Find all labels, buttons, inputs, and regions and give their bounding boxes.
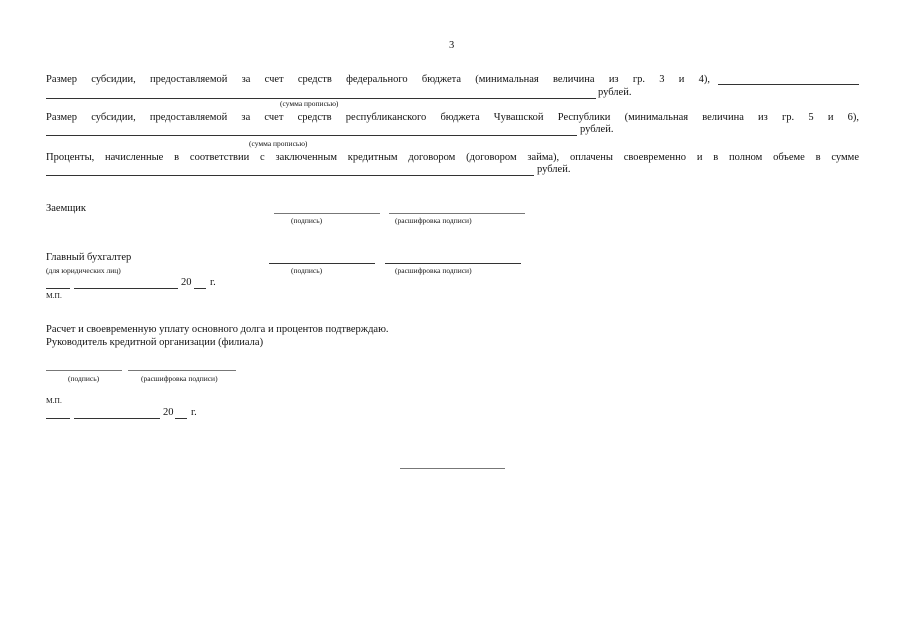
head-signature-caption: (подпись) [68, 374, 100, 383]
head-month-field[interactable] [74, 418, 160, 419]
accountant-day-field[interactable] [46, 288, 70, 289]
republic-amount-caption: (сумма прописью) [249, 139, 308, 148]
head-decoding-caption: (расшифровка подписи) [141, 374, 218, 383]
head-decoding-field[interactable] [128, 370, 236, 371]
footer-separator [400, 468, 505, 469]
federal-rubles-label: рублей. [598, 87, 632, 98]
head-year-suffix: г. [191, 407, 197, 418]
accountant-decoding-field[interactable] [385, 263, 521, 264]
accountant-year-prefix: 20 [181, 277, 192, 288]
accountant-signature-field[interactable] [269, 263, 375, 264]
borrower-signature-caption: (подпись) [291, 216, 323, 225]
borrower-decoding-caption: (расшифровка подписи) [395, 216, 472, 225]
head-year-field[interactable] [175, 418, 187, 419]
borrower-label: Заемщик [46, 203, 87, 214]
confirmation-text: Расчет и своевременную уплату основного долга и процентов подтверждаю. [46, 324, 389, 335]
accountant-decoding-caption: (расшифровка подписи) [395, 266, 472, 275]
interest-rubles-label: рублей. [537, 164, 571, 175]
federal-subsidy-text: Размер субсидии, предоставляемой за счет средств федерального бюджета (минимальная величина из гр. 3 и 4), [46, 74, 710, 85]
head-year-prefix: 20 [163, 407, 174, 418]
accountant-signature-caption: (подпись) [291, 266, 323, 275]
republic-subsidy-text: Размер субсидии, предоставляемой за счет средств республиканского бюджета Чувашской Республики (минимальная величина из гр. 5 и 6), [46, 112, 859, 123]
accountant-label: Главный бухгалтер [46, 252, 132, 263]
borrower-signature-field[interactable] [274, 213, 380, 214]
head-label: Руководитель кредитной организации (филиала) [46, 337, 264, 348]
head-day-field[interactable] [46, 418, 70, 419]
accountant-year-field[interactable] [194, 288, 206, 289]
republic-rubles-label: рублей. [580, 124, 614, 135]
borrower-decoding-field[interactable] [389, 213, 525, 214]
republic-amount-field[interactable] [46, 135, 577, 136]
head-signature-field[interactable] [46, 370, 122, 371]
accountant-note: (для юридических лиц) [46, 266, 121, 275]
head-stamp-label: М.П. [46, 396, 62, 405]
accountant-stamp-label: М.П. [46, 291, 62, 300]
federal-amount-field[interactable] [718, 84, 859, 85]
interest-text: Проценты, начисленные в соответствии с заключенным кредитным договором (договором займа), оплачены своевременно и в полном объеме в сумме [46, 152, 859, 163]
accountant-month-field[interactable] [74, 288, 178, 289]
interest-amount-field[interactable] [46, 175, 534, 176]
page-number: 3 [449, 40, 455, 51]
federal-amount-caption: (сумма прописью) [280, 99, 339, 108]
accountant-year-suffix: г. [210, 277, 216, 288]
